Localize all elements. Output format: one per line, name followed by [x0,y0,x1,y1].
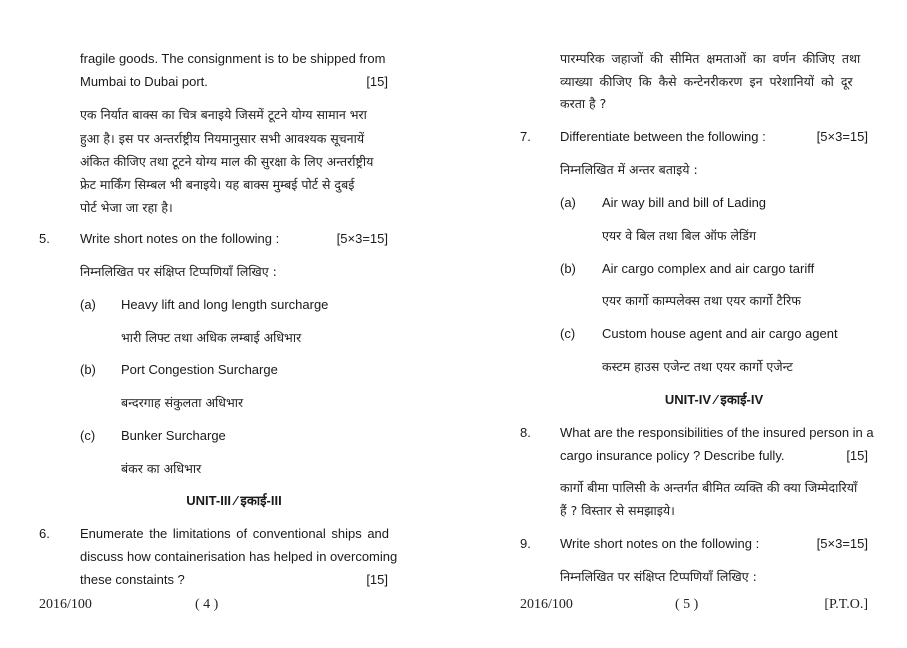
q7-item-a-label: (a) [560,195,576,210]
q5-item-b-label: (b) [80,362,96,377]
q4-hi-line-4: फ्रेट मार्किंग सिम्बल भी बनाइये। यह बाक्स मुम्बई पोर्ट से दुबई [80,177,355,192]
q5-hi: निम्नलिखित पर संक्षिप्त टिप्पणियाँ लिखिए : [80,264,277,279]
q5-item-a-label: (a) [80,297,96,312]
q6-number: 6. [39,526,50,541]
q7-item-c-hi: कस्टम हाउस एजेन्ट तथा एयर कार्गो एजेन्ट [602,359,793,374]
footer-pto: [P.T.O.] [824,597,868,612]
q9-hi: निम्नलिखित पर संक्षिप्त टिप्पणियाँ लिखिए : [560,569,757,584]
q9-marks: [5×3=15] [816,536,868,551]
q7-item-a-hi: एयर वे बिल तथा बिल ऑफ लेडिंग [602,228,756,243]
q4-en-line-2: Mumbai to Dubai port. [80,74,208,89]
q6-en-line-2: discuss how containerisation has helped in overcoming [80,549,398,564]
q5-item-b-en: Port Congestion Surcharge [121,362,278,377]
q8-marks: [15] [846,448,868,463]
q7-item-a-en: Air way bill and bill of Lading [602,195,767,210]
q5-marks: [5×3=15] [336,231,388,246]
footer-code: 2016/100 [520,597,573,612]
footer-page-number: ( 5 ) [675,597,699,612]
page-4 [0,0,453,648]
q4-hi-line-3: अंकित कीजिए तथा टूटने योग्य माल की सुरक्षा के लिए अन्तर्राष्ट्रीय [80,154,374,169]
q4-hi-line-1: एक निर्यात बाक्स का चित्र बनाइये जिसमें टूटने योग्य सामान भरा [80,107,367,122]
q6-hi-line-2: व्याख्या कीजिए कि कैसे कन्टेनरीकरण इन परेशानियों को दूर [560,74,853,89]
q7-text: Differentiate between the following : [560,129,766,144]
q7-item-c-en: Custom house agent and air cargo agent [602,326,838,341]
q5-item-a-hi: भारी लिफ्ट तथा अधिक लम्बाई अधिभार [121,330,302,345]
page-5 [453,0,907,648]
q5-item-c-label: (c) [80,428,96,443]
q5-number: 5. [39,231,50,246]
q4-marks: [15] [366,74,388,89]
q7-hi: निम्नलिखित में अन्तर बताइये : [560,162,698,177]
q5-item-b-hi: बन्दरगाह संकुलता अधिभार [121,395,244,410]
footer-page-number: ( 4 ) [195,597,219,612]
q6-hi-line-3: करता है ? [560,96,607,111]
q8-number: 8. [520,425,531,440]
q7-item-b-en: Air cargo complex and air cargo tariff [602,261,815,276]
q6-hi-line-1: पारम्परिक जहाजों की सीमित क्षमताओं का वर्णन कीजिए तथा [560,51,861,66]
q8-hi-line-2: हैं ? विस्तार से समझाइये। [560,503,675,518]
q9-text: Write short notes on the following : [560,536,760,551]
q7-number: 7. [520,129,531,144]
q5-text: Write short notes on the following : [80,231,280,246]
q7-item-b-label: (b) [560,261,576,276]
q7-item-b-hi: एयर कार्गो काम्पलेक्स तथा एयर कार्गो टैरिफ [602,293,801,308]
q4-hi-line-5: पोर्ट भेजा जा रहा है। [80,200,173,215]
q4-hi-line-2: हुआ है। इस पर अन्तर्राष्ट्रीय नियमानुसार सभी आवश्यक सूचनायें [80,131,365,146]
footer-code: 2016/100 [39,597,92,612]
q4-en-line-1: fragile goods. The consignment is to be shipped from [80,51,386,66]
q8-en-line-2: cargo insurance policy ? Describe fully. [560,448,785,463]
q7-marks: [5×3=15] [816,129,868,144]
q6-en-line-3: these constaints ? [80,572,185,587]
q9-number: 9. [520,536,531,551]
q8-hi-line-1: कार्गो बीमा पालिसी के अन्तर्गत बीमित व्यक्ति की क्या जिम्मेदारियाँ [560,480,858,495]
q6-marks: [15] [366,572,388,587]
q5-item-a-en: Heavy lift and long length surcharge [121,297,329,312]
unit-3-heading: UNIT-III ∕ इकाई-III [186,493,282,508]
q8-en-line-1: What are the responsibilities of the insured person in a [560,425,874,440]
q5-item-c-en: Bunker Surcharge [121,428,226,443]
q6-en-line-1: Enumerate the limitations of conventional ships and [80,526,390,541]
q7-item-c-label: (c) [560,326,576,341]
q5-item-c-hi: बंकर का अधिभार [121,461,202,476]
unit-4-heading: UNIT-IV ∕ इकाई-IV [664,392,764,407]
